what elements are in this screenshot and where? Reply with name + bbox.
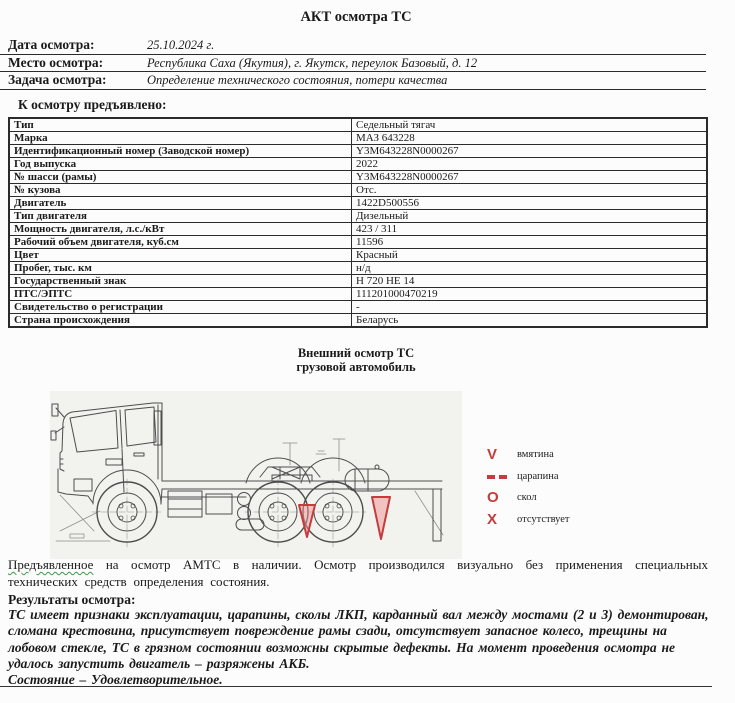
row-label: Государственный знак xyxy=(9,275,352,288)
field-label: Задача осмотра: xyxy=(8,72,107,87)
row-label: № шасси (рамы) xyxy=(9,171,352,184)
bottom-divider xyxy=(0,686,712,687)
row-value: Седельный тягач xyxy=(352,118,708,132)
row-value: Н 720 НЕ 14 xyxy=(352,275,708,288)
legend-item xyxy=(487,444,647,466)
legend-v-icon: V xyxy=(487,446,498,464)
table-row xyxy=(9,197,707,210)
row-value: - xyxy=(352,301,708,314)
table-row xyxy=(9,249,707,262)
results-text-block xyxy=(8,607,714,688)
table-row xyxy=(9,145,707,158)
row-label: Двигатель xyxy=(9,197,352,210)
visual-inspection-heading: Внешний осмотр ТС xyxy=(297,346,415,360)
table-row xyxy=(9,158,707,171)
row-value: Y3M643228N0000267 xyxy=(352,171,708,184)
row-label: Пробег, тыс. км xyxy=(9,262,352,275)
legend-dash-dash-icon xyxy=(487,469,517,484)
field-value: 25.10.2024 г. xyxy=(147,38,215,52)
row-label: Цвет xyxy=(9,249,352,262)
legend-label: скол xyxy=(517,492,537,504)
row-label: Год выпуска xyxy=(9,158,352,171)
row-value: Дизельный xyxy=(352,210,708,223)
legend-o-icon: O xyxy=(487,489,499,507)
row-value: 1422D500556 xyxy=(352,197,708,210)
legend xyxy=(487,444,647,530)
document-title: АКТ осмотра ТС xyxy=(300,9,412,25)
row-value: Красный xyxy=(352,249,708,262)
field-label: Место осмотра: xyxy=(8,54,104,70)
row-label: Свидетельство о регистрации xyxy=(9,301,352,314)
row-label: Тип xyxy=(9,118,352,132)
row-label: Марка xyxy=(9,132,352,145)
row-value: 111201000470219 xyxy=(352,288,708,301)
field-value: Определение технического состояния, потери качества xyxy=(147,73,448,87)
field-inspection-date xyxy=(0,37,706,55)
legend-label: отсутствует xyxy=(517,513,570,525)
row-value: Отс. xyxy=(352,184,708,197)
row-value: Y3M643228N0000267 xyxy=(352,145,708,158)
table-row xyxy=(9,262,707,275)
table-row xyxy=(9,223,707,236)
row-value: 2022 xyxy=(352,158,708,171)
row-value: н/д xyxy=(352,262,708,275)
damage-mark-icons xyxy=(299,497,390,539)
legend-item xyxy=(487,509,647,531)
field-inspection-task xyxy=(0,72,706,90)
field-value: Республика Саха (Якутия), г. Якутск, переулок Базовый, д. 12 xyxy=(147,55,478,70)
truck-side-view-diagram xyxy=(50,391,462,559)
legend-x-icon: X xyxy=(487,510,498,528)
row-value: 11596 xyxy=(352,236,708,249)
row-label: № кузова xyxy=(9,184,352,197)
results-body-text: ТС имеет признаки эксплуатации, царапины, сколы ЛКП, карданный вал между мостами (2 и 3) демонтирован, сломана крестовина, присутствует повреждение рамы сзади, отсутствует запасное колесо, трещины на лобовом стекле, ТС в грязном состоянии возможны скрытые дефекты. На момент проведения осмотра не удалось запустить двигатель – разряжены АКБ. xyxy=(8,607,709,671)
presented-heading: К осмотру предъявлено: xyxy=(18,97,167,112)
legend-item xyxy=(487,487,647,509)
table-row xyxy=(9,118,707,132)
row-label: Мощность двигателя, л.с./кВт xyxy=(9,223,352,236)
row-value: Беларусь xyxy=(352,314,708,328)
vehicle-table xyxy=(8,117,708,328)
truck-image-container xyxy=(50,391,462,559)
row-label: ПТС/ЭПТС xyxy=(9,288,352,301)
table-row xyxy=(9,236,707,249)
field-label: Дата осмотра: xyxy=(8,37,95,52)
table-row xyxy=(9,184,707,197)
row-label: Рабочий объем двигателя, куб.см xyxy=(9,236,352,249)
inspection-note: Предъявленное на осмотр АМТС в наличии. Осмотр производился визуально без применения специальных технических средств определения состояния. xyxy=(8,557,708,589)
table-row xyxy=(9,301,707,314)
row-label: Тип двигателя xyxy=(9,210,352,223)
results-state-line: Состояние – Удовлетворительное. xyxy=(8,672,223,688)
table-row xyxy=(9,132,707,145)
row-label: Идентификационный номер (Заводской номер) xyxy=(9,145,352,158)
table-row xyxy=(9,288,707,301)
table-row xyxy=(9,314,707,328)
table-row xyxy=(9,171,707,184)
table-row xyxy=(9,210,707,223)
table-row xyxy=(9,275,707,288)
vehicle-table-body xyxy=(9,118,707,327)
field-inspection-place xyxy=(0,55,706,73)
visual-inspection-subheading: грузовой автомобиль xyxy=(296,360,416,374)
legend-label: царапина xyxy=(517,470,559,482)
legend-label: вмятина xyxy=(517,449,554,461)
header-fields xyxy=(0,37,706,90)
row-value: МАЗ 643228 xyxy=(352,132,708,145)
row-value: 423 / 311 xyxy=(352,223,708,236)
row-label: Страна происхождения xyxy=(9,314,352,328)
results-heading: Результаты осмотра: xyxy=(8,592,136,607)
legend-item xyxy=(487,466,647,488)
